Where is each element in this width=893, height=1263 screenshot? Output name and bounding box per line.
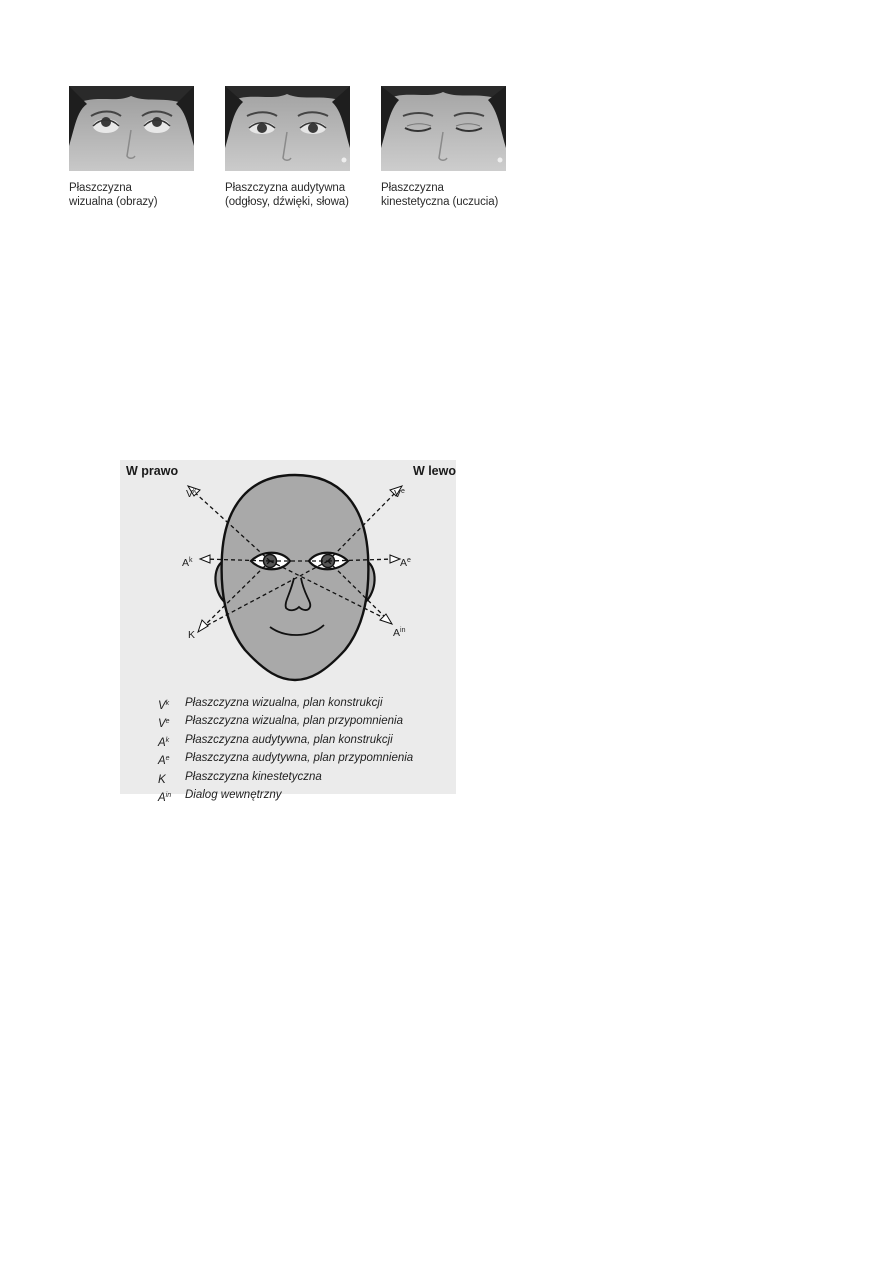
legend-text: Płaszczyzna wizualna, plan konstrukcji bbox=[185, 697, 383, 709]
legend-row bbox=[158, 714, 413, 732]
legend-symbol: $A^{in}$ bbox=[158, 792, 172, 805]
legend-text: Płaszczyzna kinestetyczna bbox=[185, 770, 322, 783]
arrow-label-ae: $A^e$ bbox=[400, 557, 411, 569]
arrow-label-ain: $A^{in}$ bbox=[393, 627, 406, 639]
visual-photo bbox=[69, 86, 194, 171]
visual-caption: Płaszczyzna wizualna (obrazy) bbox=[69, 182, 158, 208]
legend-text: Dialog wewnętrzny bbox=[185, 789, 282, 802]
legend-symbol: Ve bbox=[158, 718, 170, 731]
right-heading: W lewo bbox=[412, 464, 456, 478]
left-heading: W prawo bbox=[126, 464, 179, 478]
legend-symbol: $A^k$ bbox=[158, 736, 170, 749]
arrow-label-ve: Ve bbox=[394, 488, 405, 500]
kinesthetic-photo bbox=[381, 86, 506, 171]
arrow-label-vk: $V^k$ bbox=[186, 488, 197, 500]
legend-row bbox=[158, 733, 413, 751]
legend-symbol: $A^e$ bbox=[158, 755, 170, 768]
legend-symbol: $V^k$ bbox=[158, 700, 170, 712]
eye-accessing-diagram bbox=[120, 460, 456, 805]
arrow-label-ak: $A^k$ bbox=[182, 557, 193, 569]
legend-text: Płaszczyzna wizualna, plan przypomnienia bbox=[185, 715, 403, 728]
legend-row bbox=[158, 770, 413, 788]
kinesthetic-caption: Płaszczyzna kinestetyczna (uczucia) bbox=[381, 182, 499, 208]
legend-text: Płaszczyzna audytywna, plan konstrukcji bbox=[185, 733, 393, 746]
arrow-label-k: K bbox=[188, 629, 196, 641]
legend-symbol: K bbox=[158, 773, 166, 786]
legend-row bbox=[158, 788, 413, 806]
auditory-caption: Płaszczyzna audytywna (odgłosy, dźwięki, słowa) bbox=[225, 182, 349, 208]
legend-row bbox=[158, 751, 413, 769]
auditory-photo bbox=[225, 86, 350, 171]
legend-text: Płaszczyzna audytywna, plan przypomnienia bbox=[185, 752, 414, 765]
legend bbox=[158, 696, 413, 806]
legend-row bbox=[158, 696, 413, 714]
